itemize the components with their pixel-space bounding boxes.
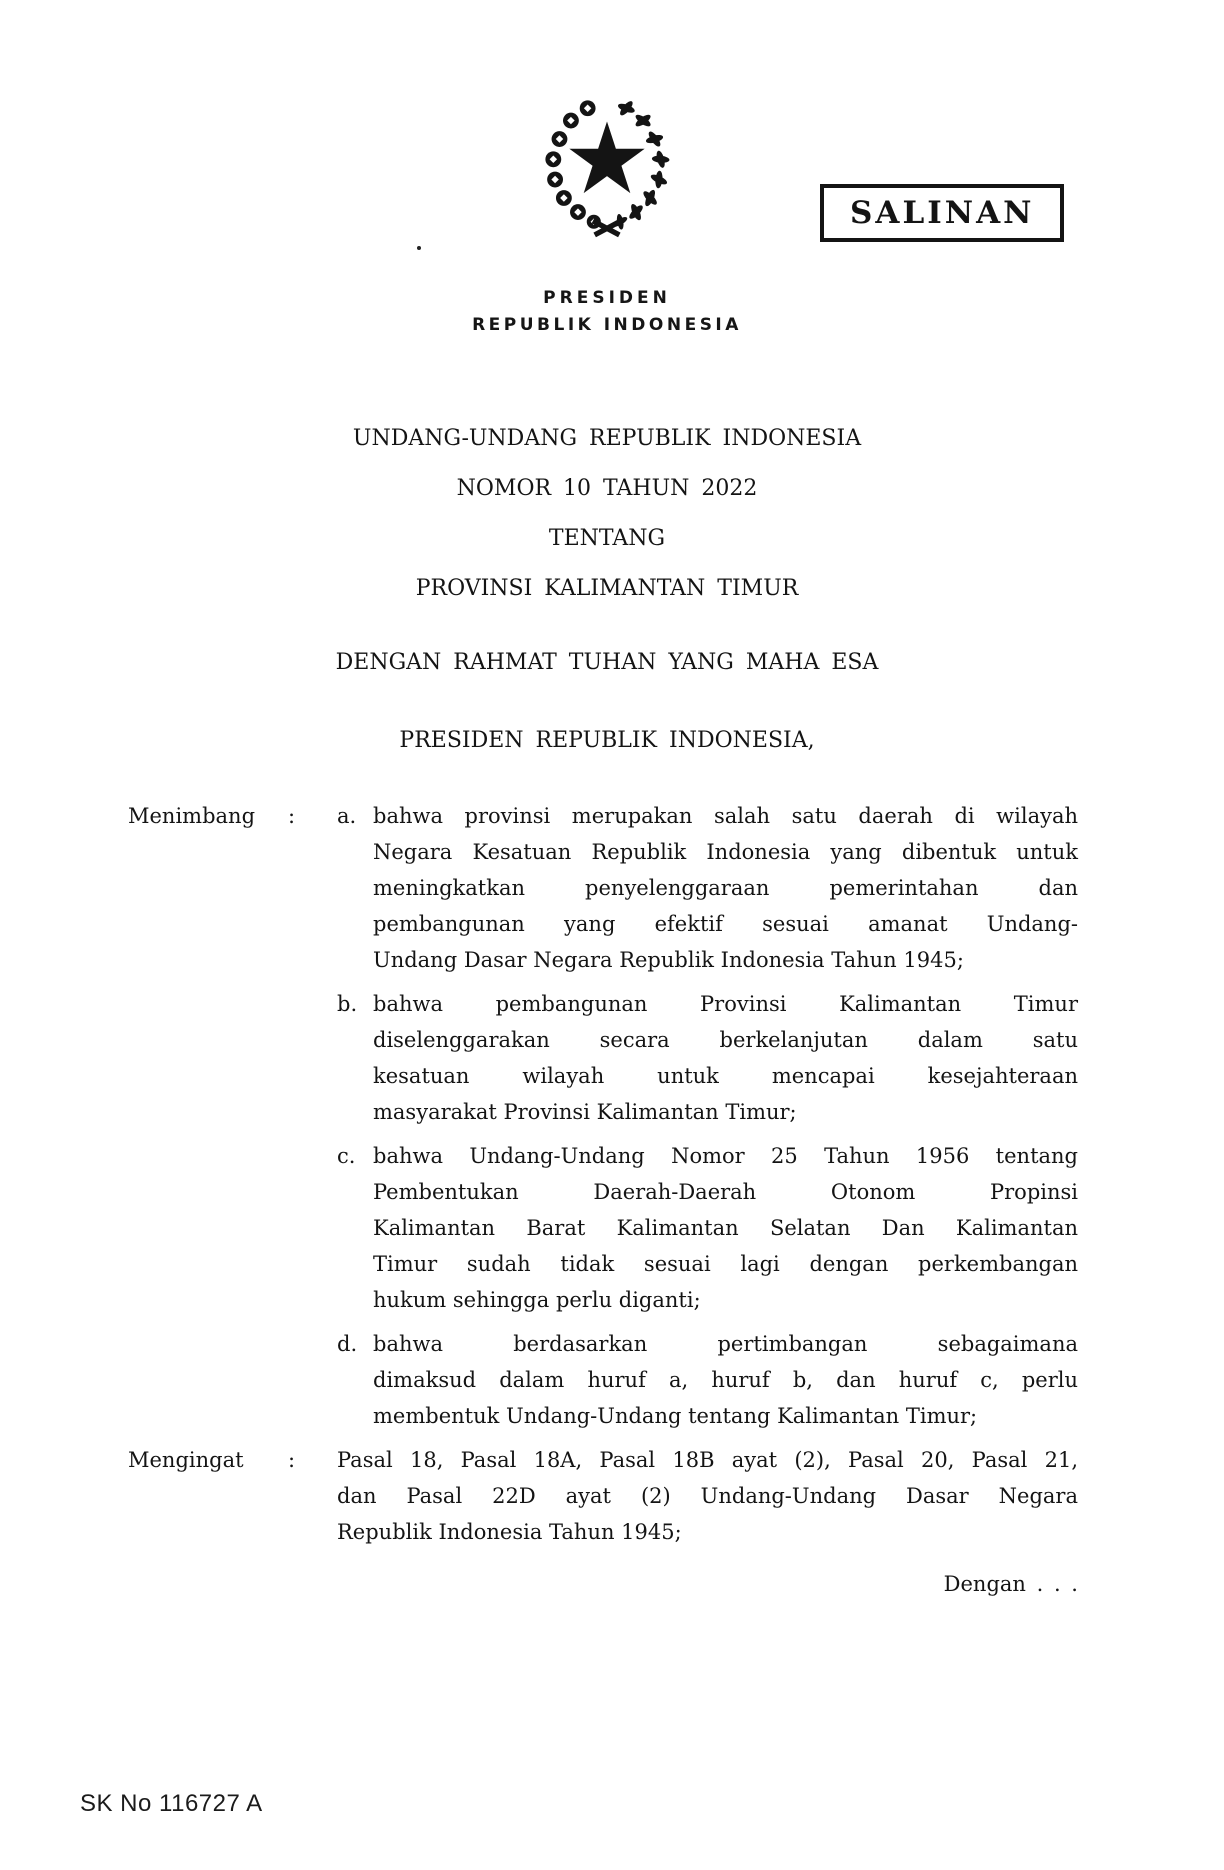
star-wreath-emblem-icon [519,90,695,262]
consideration-item-letter: a. [337,804,357,828]
tentang-line: TENTANG [548,526,666,551]
considerations-label [128,1326,288,1442]
text-line: bahwa Undang-Undang Nomor 25 Tahun 1956 tentang [373,1144,1078,1168]
consideration-item-letter: d. [337,1332,358,1356]
text-line: dan Pasal 22D ayat (2) Undang-Undang Dasar Negara [337,1484,1078,1508]
considerations-separator [288,1326,337,1442]
text-line: meningkatkan penyelenggaraan pemerintahan dan [373,876,1078,900]
text-line: Negara Kesatuan Republik Indonesia yang dibentuk untuk [373,840,1078,864]
salinan-stamp-label: SALINAN [850,195,1035,231]
text-line: Undang Dasar Negara Republik Indonesia Tahun 1945; [373,948,964,972]
footer-sk-code: SK No 116727 A [80,1790,263,1817]
title-block [0,424,1214,776]
preamble-line: DENGAN RAHMAT TUHAN YANG MAHA ESA [335,650,879,675]
text-line: Pembentukan Daerah-Daerah Otonom Propinsi [373,1180,1078,1204]
considerations-label [128,986,288,1138]
document-body [128,798,1078,1558]
text-line: diselenggarakan secara berkelanjutan dalam satu [373,1028,1078,1052]
consideration-item-text [373,986,1078,1138]
letterhead-presiden: PRESIDEN [543,288,671,308]
text-line: hukum sehingga perlu diganti; [373,1288,701,1312]
legal-basis-text [337,1442,1078,1558]
consideration-item-text [373,1138,1078,1326]
consideration-item-text [373,798,1078,986]
consideration-item-letter: c. [337,1144,356,1168]
letterhead-republik-indonesia: REPUBLIK INDONESIA [472,315,742,335]
considerations-label [128,1138,288,1326]
law-number-line: NOMOR 10 TAHUN 2022 [456,476,758,501]
considerations-separator [288,986,337,1138]
stray-mark [417,246,421,250]
law-title-line: UNDANG-UNDANG REPUBLIK INDONESIA [352,426,862,451]
considerations-separator: : [288,804,296,828]
text-line: Timur sudah tidak sesuai lagi dengan perkembangan [373,1252,1078,1276]
text-line: bahwa pembangunan Provinsi Kalimantan Timur [373,992,1078,1016]
consideration-item-text [373,1326,1078,1442]
considerations-separator [288,1138,337,1326]
legal-basis-label: Mengingat [128,1448,244,1472]
catchword: Dengan . . . [943,1572,1078,1596]
text-line: pembangunan yang efektif sesuai amanat Undang- [373,912,1078,936]
text-line: masyarakat Provinsi Kalimantan Timur; [373,1100,797,1124]
legal-basis-separator: : [288,1448,296,1472]
text-line: Pasal 18, Pasal 18A, Pasal 18B ayat (2), Pasal 20, Pasal 21, [337,1448,1078,1472]
considerations-label: Menimbang [128,804,256,828]
text-line: bahwa provinsi merupakan salah satu daerah di wilayah [373,804,1078,828]
text-line: kesatuan wilayah untuk mencapai kesejahteraan [373,1064,1078,1088]
salinan-stamp [820,184,1064,242]
consideration-item-letter: b. [337,992,358,1016]
text-line: Kalimantan Barat Kalimantan Selatan Dan Kalimantan [373,1216,1078,1240]
text-line: dimaksud dalam huruf a, huruf b, dan huruf c, perlu [373,1368,1078,1392]
issuer-line: PRESIDEN REPUBLIK INDONESIA, [399,728,815,753]
text-line: Republik Indonesia Tahun 1945; [337,1520,682,1544]
subject-line: PROVINSI KALIMANTAN TIMUR [415,576,799,601]
letterhead [0,288,1214,335]
text-line: bahwa berdasarkan pertimbangan sebagaimana [373,1332,1078,1356]
text-line: membentuk Undang-Undang tentang Kalimantan Timur; [373,1404,978,1428]
